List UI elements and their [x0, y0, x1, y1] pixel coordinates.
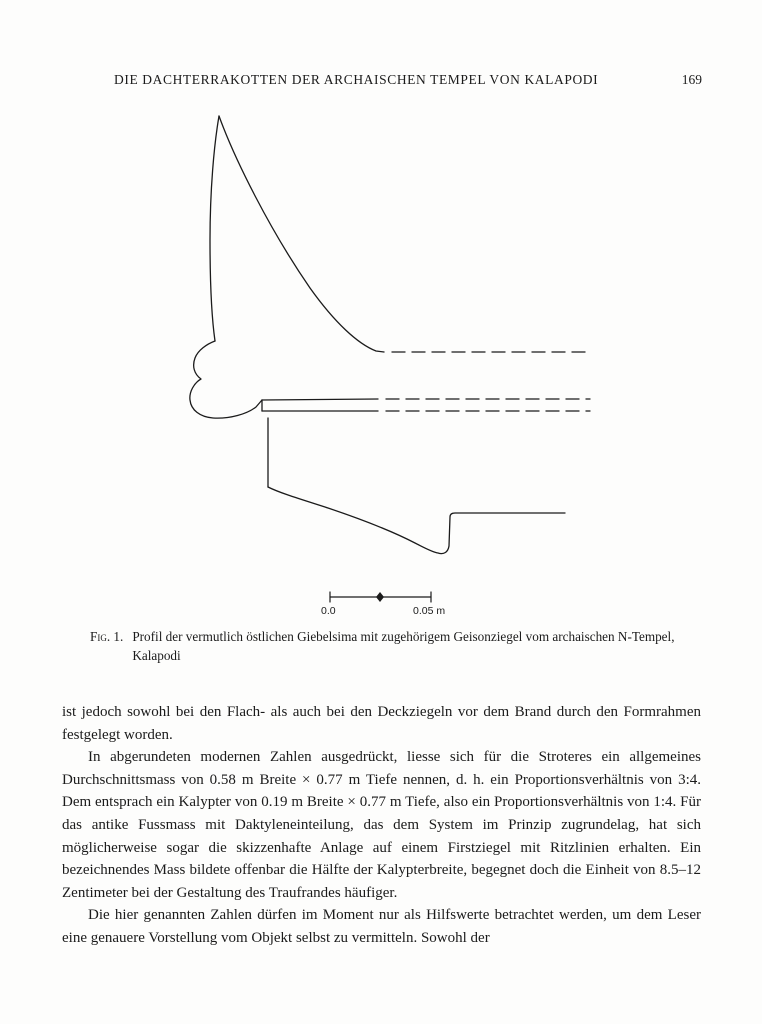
page-number: 169	[681, 72, 702, 87]
figure-caption-label: Fig. 1.	[90, 629, 124, 644]
sima-drip-moulding	[190, 341, 262, 418]
paragraph: Die hier genannten Zahlen dürfen im Moment nur als Hilfswerte betrachtet werden, um dem Leser eine genauere Vorstellung vom Objekt selbst zu vermitteln. Sowohl der	[62, 907, 701, 946]
geison-underside	[268, 487, 565, 554]
body-text	[62, 701, 701, 950]
scale-label-zero: 0.0	[321, 605, 336, 617]
sima-right-edge	[219, 116, 384, 352]
running-head-title: DIE DACHTERRAKOTTEN DER ARCHAISCHEN TEMPEL VON KALAPODI	[114, 72, 599, 87]
figure-caption-text: Profil der vermutlich östlichen Giebelsima mit zugehörigem Geisonziegel vom archaischen N-Tempel, Kalapodi	[132, 629, 675, 663]
figure-caption	[90, 627, 675, 665]
scale-label-max: 0.05 m	[413, 605, 446, 617]
paragraph: ist jedoch sowohl bei den Flach- als auch bei den Deckziegeln vor dem Brand durch den Formrahmen festgelegt worden.	[62, 704, 701, 743]
tile-top-line	[262, 399, 378, 400]
paragraph: In abgerundeten modernen Zahlen ausgedrückt, liesse sich für die Stroteres ein allgemeines Durchschnittsmass von 0.58 m Breite × 0.77 m Tiefe nennen, d. h. ein Proportionsverhältnis von 3:4. Dem entsprach ein Kalypter von 0.19 m Breite × 0.77 m Tiefe, also ein Proportionsverhältnis von 1:4. Für das antike Fussmass mit Daktyleneinteilung, das dem System im Prinzip zugrundelag, hat sich möglicherweise sogar die skizzenhafte Anlage auf einem Firstziegel mit Ritzlinien erhalten. Ein bezeichnendes Mass bildete offenbar die Hälfte der Kalypterbreite, begegnet doch die Einheit von 8.5–12 Zentimeter bei der Gestaltung des Traufrandes häufiger.	[62, 749, 701, 901]
sima-left-edge	[210, 116, 219, 341]
scale-center-marker	[376, 592, 384, 602]
